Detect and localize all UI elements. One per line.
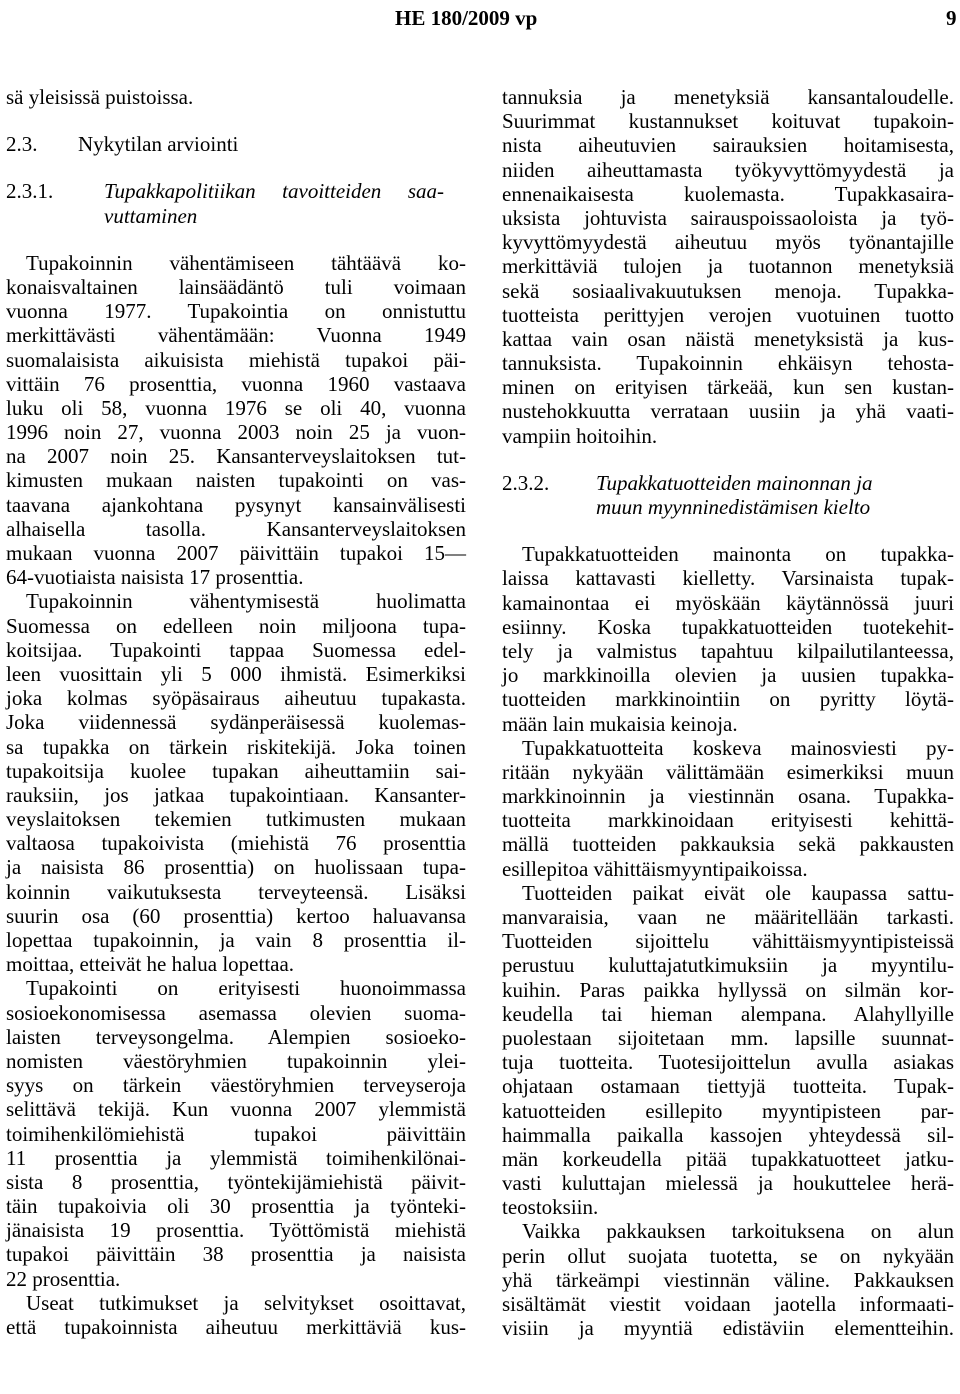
text-line: sista 8 prosenttia, työntekijämiehistä päivit- (6, 1169, 466, 1194)
text-line: Tupakointi on erityisesti huonoimmassa (26, 976, 466, 1001)
text-line: tuotteiden markkinointiin on pyritty löytä- (502, 687, 954, 712)
text-line: tuotteita markkinoidaan erityisesti kehittä- (502, 808, 954, 833)
page-number: 9 (946, 6, 957, 30)
subsection-title-cont: muun myynninedistämisen kielto (596, 495, 871, 519)
text-line: män korkeudella pitää tupakkatuotteet jatku- (502, 1146, 954, 1171)
text-line: Tuotteiden sijoittelu vähittäismyyntipisteissä (502, 929, 954, 954)
text-line: keudella tai hieman alempana. Alahyllyille (502, 1001, 954, 1026)
text-line: kuihin. Paras paikka hyllyssä on silmän kor- (502, 977, 954, 1002)
running-header-doc-id: HE 180/2009 vp (395, 6, 538, 30)
text-line: rauksiin, jos jatkaa tupakointiaan. Kansanter- (6, 782, 466, 807)
text-line: ritään nykyään välittämään esimerkiksi muun (502, 759, 954, 784)
text-line: mällä tuotteiden pakkauksia sekä pakkausten (502, 832, 954, 857)
subsection-heading-line-2 (502, 495, 954, 519)
text-line: esillepitoa vähittäismyyntipaikoissa. (502, 856, 808, 881)
text-line: vuonna 1977. Tupakointia on onnistuttu (6, 299, 466, 324)
text-line: ohjataan ostamaan tiettyjä tuotteita. Tupak- (502, 1074, 954, 1099)
text-line: veyslaitoksen tekemien tutkimusten mukaan (6, 807, 466, 832)
text-line: yhä tärkeämpi viestinnän väline. Pakkauksen (502, 1267, 954, 1292)
text-line: suurin osa (60 prosenttia) kertoo haluavansa (6, 903, 466, 928)
text-line: katuotteiden esillepito myyntipisteen par- (502, 1098, 954, 1123)
text-line: Tuotteiden paikat eivät ole kaupassa sattu- (522, 880, 954, 905)
text-line: tuotteista perittyjen verojen vuotuinen tuotto (502, 302, 954, 327)
subsection-title-cont: vuttaminen (104, 203, 198, 228)
text-line: jo markkinoilla olevien ja uusien tupakka- (502, 663, 954, 688)
text-line: Tupakoinnin vähentämiseen tähtäävä ko- (26, 250, 466, 275)
text-line: vampiin hoitoihin. (502, 423, 658, 448)
text-line: tely ja valmistus tapahtuu kilpailutilanteessa, (502, 638, 954, 663)
subsection-heading-line-1 (6, 179, 466, 203)
text-line: Tupakkatuotteita koskeva mainosviesti py- (522, 735, 954, 760)
text-line: merkittävästi vähentämään: Vuonna 1949 (6, 323, 466, 348)
text-line: Suomessa on edelleen noin miljoona tupa- (6, 613, 466, 638)
text-line: puolestaan sijoitetaan mm. lapsille suunnat- (502, 1025, 954, 1050)
text-line: 11 prosenttia ja ylemmistä toimihenkilönai- (6, 1145, 466, 1170)
subsection-number: 2.3.1. (6, 179, 54, 204)
paragraph-1 (502, 85, 954, 448)
text-line: leen vuosittain yli 5 000 ihmistä. Esimerkiksi (6, 661, 466, 686)
text-line: Tupakkatuotteiden mainonta on tupakka- (522, 542, 954, 567)
intro-line: sä yleisissä puistoissa. (6, 85, 194, 109)
text-line: esiinny. Koska tupakkatuotteiden tuotekehit- (502, 614, 954, 639)
text-line: tannuksia ja menetyksiä kansantaloudelle. (502, 85, 954, 109)
text-line: nomisten väestöryhmien tupakoinnin ylei- (6, 1048, 466, 1073)
subsection-title: Tupakkapolitiikan tavoitteiden saa- (104, 179, 444, 204)
text-line: laisten terveysongelma. Alempien sosioeko- (6, 1024, 466, 1049)
text-line: tuja tuotteita. Tuotesijoittelun avulla asiakas (502, 1050, 954, 1075)
text-line: vittäin 76 prosenttia, vuonna 1960 vastaava (6, 371, 466, 396)
text-line: sa tupakka on tärkein riskitekijä. Joka toinen (6, 734, 466, 759)
text-line: na 2007 noin 25. Kansanterveyslaitoksen tut- (6, 444, 466, 469)
text-line: mukaan vuonna 2007 päivittäin tupakoi 15— (6, 541, 466, 565)
text-line: laissa kattavasti kielletty. Varsinaista tupak- (502, 566, 954, 591)
text-line: toimihenkilömiehistä tupakoi päivittäin (6, 1121, 466, 1146)
section-number: 2.3. (6, 132, 38, 157)
subsection-number: 2.3.2. (502, 470, 550, 495)
text-line: Tupakoinnin vähentymisestä huolimatta (26, 589, 466, 614)
text-line: kamainontaa ei myöskään käytännössä juuri (502, 590, 954, 615)
text-line: joka kolmas syöpäsairaus aiheutuu tupakasta. (6, 686, 466, 711)
text-line: visiin ja myyntiä edistäviin elementteihin. (502, 1316, 954, 1341)
text-line: nustehokkuutta verrataan uusiin ja yhä vaati- (502, 399, 954, 424)
text-line: lopettaa tupakoinnin, ja vain 8 prosenttia il- (6, 928, 466, 952)
text-line: minen on erityisen tärkeää, kun sen kustan- (502, 375, 954, 400)
paragraph-4 (502, 881, 954, 1220)
section-title: Nykytilan arviointi (78, 132, 239, 157)
text-line: täin tupakoivia oli 30 prosenttia ja työnteki- (6, 1194, 466, 1219)
text-line: luku oli 58, vuonna 1976 se oli 40, vuonna (6, 395, 466, 420)
text-line: 64-vuotiaista naisista 17 prosenttia. (6, 565, 304, 590)
text-line: perustuu kuluttajatutkimuksiin ja myyntilu- (502, 953, 954, 978)
paragraph-4 (6, 1291, 466, 1339)
text-line: koinnin vaikutuksesta terveyteensä. Lisäksi (6, 879, 466, 904)
text-line: Joka viidennessä sydänperäisessä kuolemas- (6, 710, 466, 735)
text-line: perin ollut suojata tuotetta, se on nykyään (502, 1243, 954, 1268)
text-line: Vaikka pakkauksen tarkoituksena on alun (522, 1219, 954, 1244)
text-line: syys on tärkein väestöryhmien terveyseroja (6, 1073, 466, 1098)
text-line: taavana ajankohtana pysynyt kansainvälisesti (6, 492, 466, 517)
paragraph-2 (6, 589, 466, 976)
paragraph-5 (502, 1219, 954, 1340)
text-line: niiden aiheuttamasta työkyvyttömyydestä ja (502, 157, 954, 182)
text-line: kimusten mukaan naisten tupakointi on vas- (6, 468, 466, 493)
text-line: koitsijaa. Tupakointi tappaa Suomessa edel- (6, 637, 466, 662)
text-line: sisältämät viestit voidaan jaotella informaati- (502, 1292, 954, 1316)
text-line: Useat tutkimukset ja selvitykset osoittavat, (26, 1290, 466, 1315)
text-line: alhaisella tasolla. Kansanterveyslaitoksen (6, 516, 466, 541)
text-line: suomalaisista aikuisista miehistä tupakoi päi- (6, 347, 466, 372)
text-line: Suurimmat kustannukset koituvat tupakoin- (502, 109, 954, 134)
text-line: tannuksista. Tupakoinnin ehkäisyn tehosta- (502, 351, 954, 376)
text-line: teostoksiin. (502, 1195, 599, 1220)
text-line: tupakoitsija kuolee tupakan aiheuttamiin sai- (6, 758, 466, 783)
text-line: nista aiheutuvien sairauksien hoitamisesta, (502, 133, 954, 158)
text-line: 1996 noin 27, vuonna 2003 noin 25 ja vuon- (6, 420, 466, 445)
subsection-heading-line-2 (6, 204, 466, 228)
paragraph-1 (6, 251, 466, 590)
text-line: konaisvaltainen lainsäädäntö tuli voimaan (6, 274, 466, 299)
right-column (502, 85, 954, 1340)
text-line: selittävä tekijä. Kun vuonna 2007 ylemmistä (6, 1097, 466, 1122)
paragraph-3 (502, 736, 954, 881)
text-line: haimmalla paikalla kassojen yhteydessä sil- (502, 1122, 954, 1147)
text-line: valtaosa tupakoivista (miehistä 76 prosenttia (6, 831, 466, 856)
text-line: kattaa vain osan näistä menetyksistä ja kus- (502, 326, 954, 351)
section-heading (6, 132, 466, 156)
text-line: ennenaikaisesta kuolemasta. Tupakkasaira- (502, 181, 954, 206)
left-column (6, 85, 466, 1339)
text-line: markkinoinnin ja viestinnän osana. Tupakka- (502, 784, 954, 809)
text-line: jänaisista 19 prosenttia. Työttömistä miehistä (6, 1218, 466, 1243)
text-line: manvaraisia, vaan ne määritellään tarkasti. (502, 905, 954, 929)
text-line: sosioekonomisessa asemassa olevien suoma- (6, 1000, 466, 1025)
text-line: kyvyttömyydestä aiheutuu myös työnantajille (502, 230, 954, 255)
text-line: 22 prosenttia. (6, 1266, 121, 1291)
subsection-heading-line-1 (502, 471, 954, 495)
text-line: uksista johtuvista sairauspoissaoloista ja työ- (502, 205, 954, 230)
text-line: tupakoi päivittäin 38 prosenttia ja naisista (6, 1242, 466, 1267)
subsection-title: Tupakkatuotteiden mainonnan ja (596, 470, 873, 495)
text-line: moittaa, etteivät he halua lopettaa. (6, 952, 295, 977)
text-line: sekä sosiaalivakuutuksen menoja. Tupakka- (502, 278, 954, 303)
text-line: mään lain mukaisia keinoja. (502, 711, 738, 736)
paragraph-2 (502, 542, 954, 736)
text-line: merkittäviä tulojen ja tuotannon menetyksiä (502, 254, 954, 279)
paragraph-3 (6, 976, 466, 1290)
text-line: vasti kuluttajan mielessä ja houkuttelee herä- (502, 1171, 954, 1196)
text-line: ja naisista 86 prosenttia) on huolissaan tupa- (6, 855, 466, 880)
text-line: että tupakoinnista aiheutuu merkittäviä kus- (6, 1315, 466, 1339)
